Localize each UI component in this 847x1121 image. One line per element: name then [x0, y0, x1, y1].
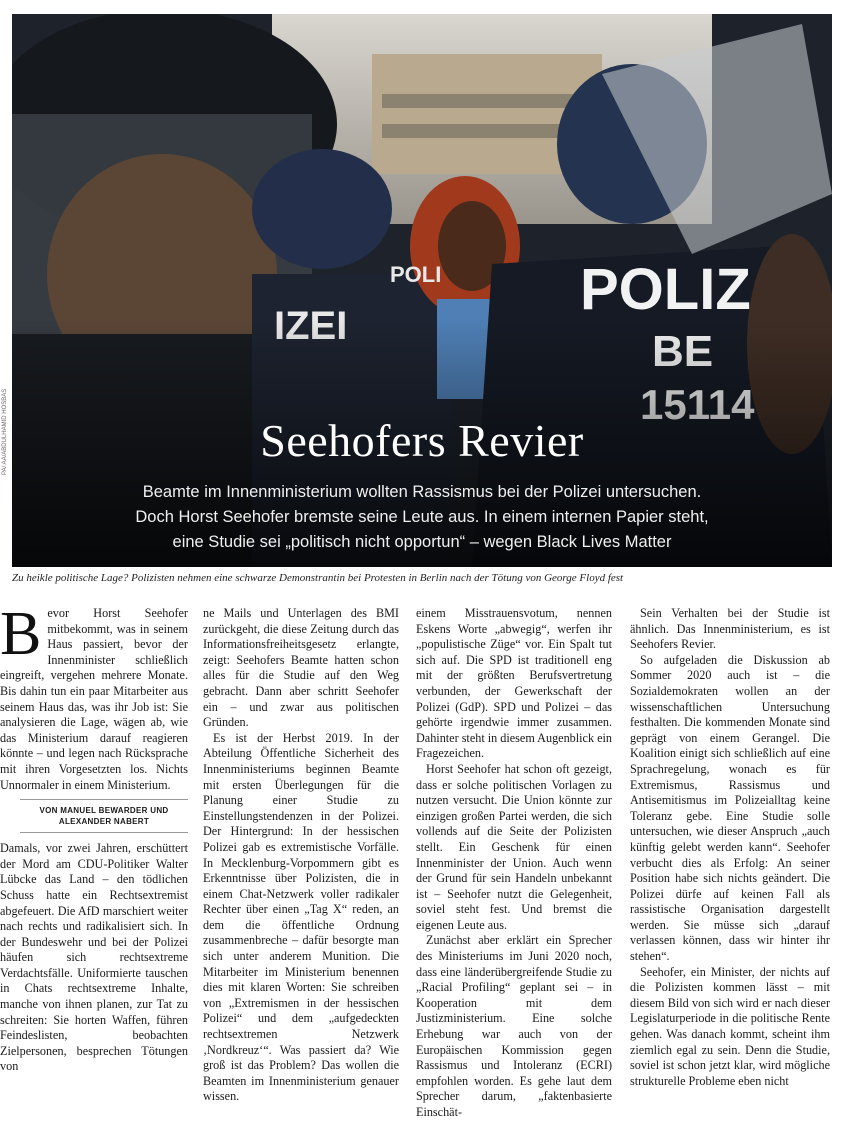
byline-line: VON MANUEL BEWARDER UND — [39, 806, 169, 816]
paragraph: Sein Verhalten bei der Studie ist ähnlich. Das Innenministerium, es ist Seehofers Revier. — [630, 606, 830, 652]
body-text: evor Horst Seehofer mitbekommt, was in seinem Haus passiert, bevor der Innenminister schließlich eingreift, vergehen mehrere Monate. Bis dahin tun ein paar Mitarbeiter aus seinem Haus das, was ihr Job ist: Sie analysieren die Lage, wägen ab, wie das Ministerium darauf reagieren könnte – und legen nach Rücksprache mit ihren Vorgesetzten los. Nichts Unnormaler in einem Ministerium. — [0, 606, 188, 792]
article-column-2 — [203, 606, 399, 1105]
paragraph: Zunächst aber erklärt ein Sprecher des Ministeriums im Juni 2020 noch, dass eine länderübergreifende Studie zu „Racial Profiling“ geplant sei – in Kooperation mit dem Justizministerium. Eine solche Erhebung war auch von der Europäischen Kommission gegen Rassismus und Intoleranz (ECRI) empfohlen worden. Es gehe laut dem Sprecher darum, „faktenbasierte Einschät- — [416, 933, 612, 1119]
byline — [20, 799, 188, 833]
paragraph: Horst Seehofer hat schon oft gezeigt, dass er solche politischen Vorlagen zu nutzen versucht. Die Union könnte zur einzigen großen Partei werden, die sich vollends auf die Seite der Polizisten stellt. Ein Geschenk für einen Innenminister der Union. Auch wenn der Grund für sein Handeln unbekannt ist – Seehofer nutzt die Gelegenheit, soviel steht fest. Und bremst die eigenen Leute aus. — [416, 761, 612, 932]
paragraph: Seehofer, ein Minister, der nichts auf die Polizisten kommen lässt – mit diesem Bild von sich wird er nach dieser Legislaturperiode in die politische Rente gehen. Was danach kommt, scheint ihm ziemlich egal zu sein. Denn die Studie, soviel ist schon jetzt klar, wird mögliche strukturelle Probleme eben nicht — [630, 964, 830, 1088]
article-column-3 — [416, 606, 612, 1121]
dek-line: eine Studie sei „politisch nicht opportun“ – wegen Black Lives Matter — [172, 533, 672, 551]
paragraph: einem Misstrauensvotum, nennen Eskens Worte „abwegig“, werfen ihr „populistische Züge“ vor. Ein Spalt tut sich auf. Die SPD ist traditionell eng mit der größten Berufsvertretung verbunden, der Gewerkschaft der Polizei (GdP). SPD und Polizei – das gehörte irgendwie immer zusammen. Dahinter steht in diesem Augenblick ein Fragezeichen. — [416, 606, 612, 761]
dek-line: Beamte im Innenministerium wollten Rassismus bei der Polizei untersuchen. — [142, 483, 702, 501]
byline-line: ALEXANDER NABERT — [58, 817, 150, 827]
photo-credit: PA/ AA/ABDULHAMID HOSBAS — [2, 388, 8, 475]
hero-photo — [12, 14, 832, 567]
paragraph: Es ist der Herbst 2019. In der Abteilung Öffentliche Sicherheit des Innenministeriums beginnen Beamte mit ersten Überlegungen für die Planung einer Studie zu Einstellungstendenzen in der Polizei. Der Hintergrund: In der hessischen Polizei gab es extremistische Vorfälle. In Mecklenburg-Vorpommern gibt es Erkenntnisse über Polizisten, die in einem Chat-Netzwerk voller radikaler Rechter über einen „Tag X“ reden, an dem die öffentliche Ordnung zusammenbreche – dafür besorgte man sich unter anderem Munition. Die Mitarbeiter im Ministerium benennen dies mit klaren Worten: Sie schreiben von „Extremismen in der hessischen Polizei“ und dem „aufgedeckten rechtsextremen Netzwerk ‚Nordkreuz‘“. Was passiert da? Wie groß ist das Problem? Das wollen die Beamten im Innenministerium genauer wissen. — [203, 730, 399, 1104]
paragraph: ne Mails und Unterlagen des BMI zurückgeht, die diese Zeitung durch das Informationsfreiheitsgesetz erlangte, zeigt: Seehofers Beamte hatten schon alles für die Studie auf den Weg gebracht. Dann aber schritt Seehofer ein – und zwar aus politischen Gründen. — [203, 606, 399, 730]
paragraph: So aufgeladen die Diskussion ab Sommer 2020 auch ist – die Sozialdemokraten wollen an der wissenschaftlichen Untersuchung festhalten. Die kommenden Monate sind geprägt von einem Gerangel. Die Koalition einigt sich schließlich auf eine Sprachregelung, wonach es für Extremismus, Rassismus und Antisemitismus im Polizeialltag keine Toleranz gebe. Eine Studie solle untersuchen, wie dieser Anspruch „auch künftig gelebt werden kann“. Seehofer verbucht dies als Erfolg: An seiner Position habe sich nichts geändert. Die Polizei dürfe auf keinen Fall als rassistische Organisation dargestellt werden. Sie müsse sich „darauf verlassen können, dass wir hinter ihr stehen“. — [630, 652, 830, 964]
dek — [52, 480, 792, 555]
article-column-4 — [630, 606, 830, 1089]
dek-line: Doch Horst Seehofer bremste seine Leute aus. In einem internen Papier steht, — [135, 508, 709, 526]
photo-caption: Zu heikle politische Lage? Polizisten nehmen eine schwarze Demonstrantin bei Protesten in Berlin nach der Tötung von George Floyd fest — [12, 572, 624, 584]
article-column-1 — [0, 600, 188, 1075]
dropcap: B — [0, 600, 42, 668]
body-text: Damals, vor zwei Jahren, erschüttert der Mord am CDU-Politiker Walter Lübcke das Land – den tödlichen Schuss hatte ein Rechtsextremist abgefeuert. Die AfD marschiert weiter nach rechts und radikalisiert sich. In der Bundeswehr und bei der Polizei häufen sich rechtsextreme Verdachtsfälle. Uniformierte tauschen in Chats rechtsextreme Inhalte, manche von ihnen planen, zur Tat zu schreiten: Sie horten Waffen, führen Feindeslisten, beobachten Zielpersonen, besprechen Tötungen von — [0, 841, 188, 1074]
headline: Seehofers Revier — [260, 415, 584, 466]
